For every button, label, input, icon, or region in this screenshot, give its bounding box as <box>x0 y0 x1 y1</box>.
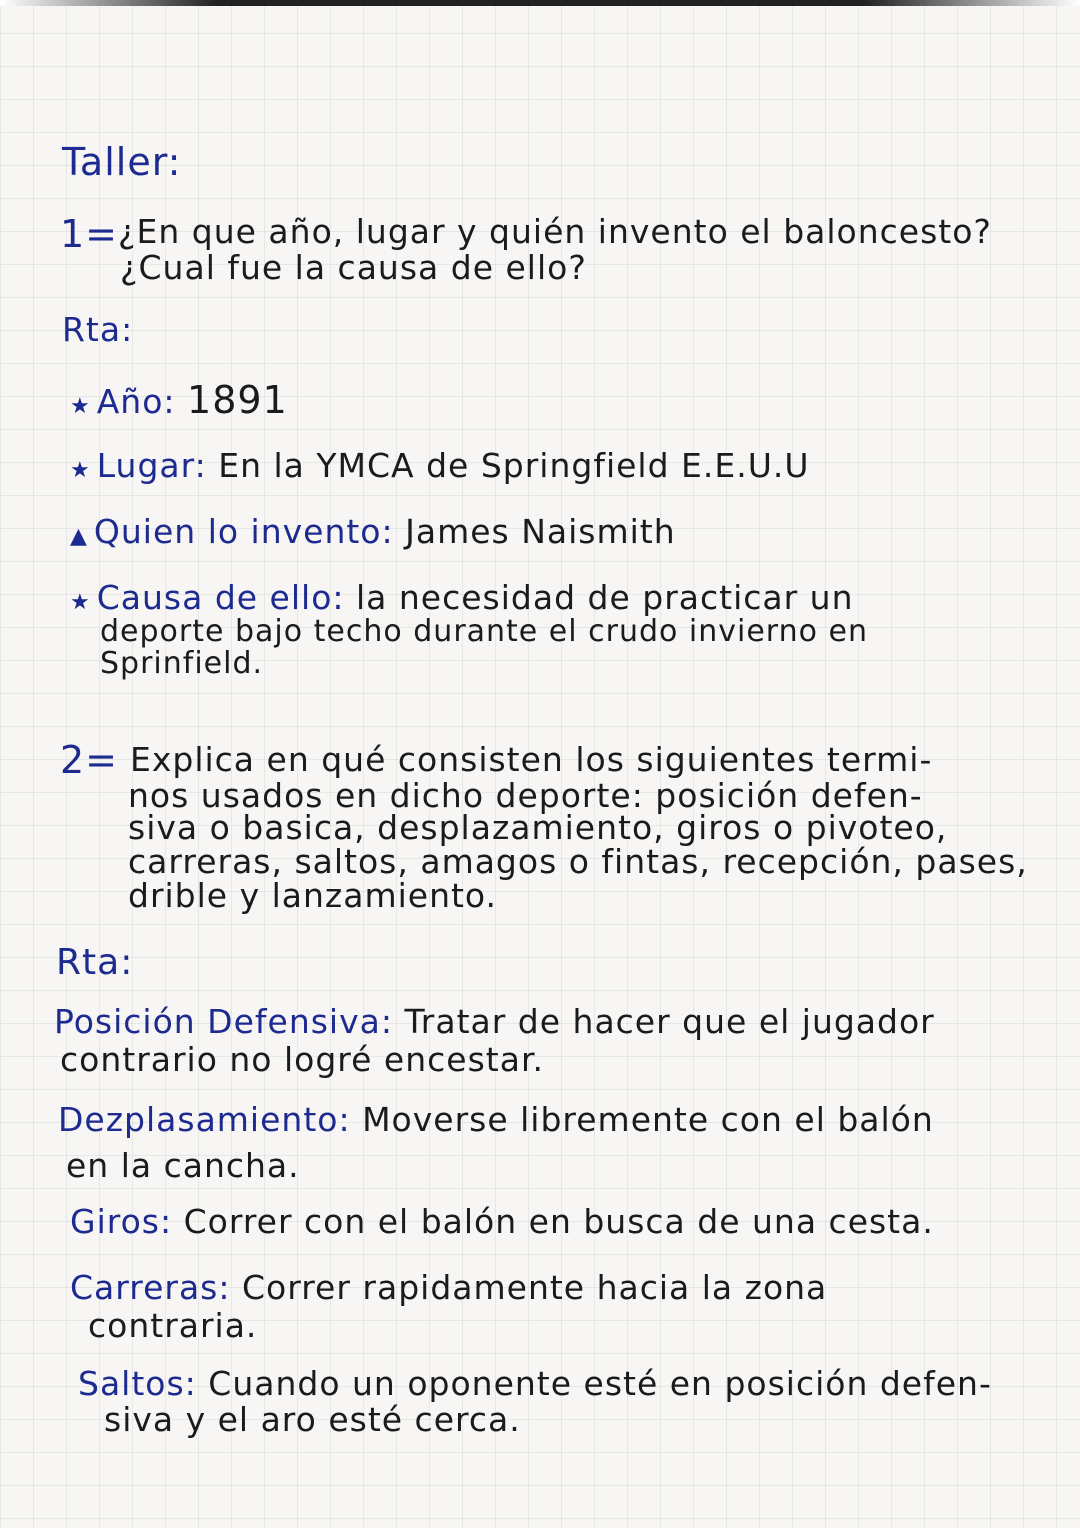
question-2-line: drible y lanzamiento. <box>128 876 498 915</box>
cause-continued: Sprinfield. <box>100 646 264 681</box>
star-bullet-icon: ★ <box>70 394 91 419</box>
term-definition: Carreras: Correr rapidamente hacia la zona <box>70 1268 828 1307</box>
question-2-line: carreras, saltos, amagos o fintas, recepción, pases, <box>128 842 1028 881</box>
question-1-line-2: ¿Cual fue la causa de ello? <box>120 248 587 287</box>
star-bullet-icon: ★ <box>70 458 91 483</box>
answer-1-item: ★ Causa de ello: la necesidad de practicar un <box>70 578 854 617</box>
page-edge <box>0 0 1080 6</box>
answer-1-item: ★ Año: 1891 <box>70 378 288 422</box>
term-definition-cont: contraria. <box>88 1306 258 1345</box>
term-definition: Dezplasamiento: Moverse libremente con el balón <box>58 1100 934 1139</box>
answer-1-item: ▲ Quien lo invento: James Naismith <box>70 512 676 551</box>
term-definition-cont: siva y el aro esté cerca. <box>104 1400 521 1439</box>
page-title: Taller: <box>62 140 182 184</box>
term-definition: Posición Defensiva: Tratar de hacer que el jugador <box>54 1002 935 1041</box>
question-2-line: siva o basica, desplazamiento, giros o pivoteo, <box>128 808 948 847</box>
question-2-line: Explica en qué consisten los siguientes termi- <box>130 740 933 779</box>
triangle-bullet-icon: ▲ <box>70 524 88 549</box>
answer-1-item: ★ Lugar: En la YMCA de Springfield E.E.U.U <box>70 446 810 485</box>
question-1-line-1: ¿En que año, lugar y quién invento el baloncesto? <box>118 212 992 251</box>
term-definition: Giros: Correr con el balón en busca de una cesta. <box>70 1202 934 1241</box>
term-definition: Saltos: Cuando un oponente esté en posición defen- <box>78 1364 992 1403</box>
term-definition-cont: en la cancha. <box>66 1146 300 1185</box>
question-2-number: 2= <box>60 738 119 782</box>
answer-1-label: Rta: <box>62 310 134 349</box>
star-bullet-icon: ★ <box>70 590 91 615</box>
question-1-number: 1= <box>60 212 119 256</box>
question-2-line: nos usados en dicho deporte: posición defen- <box>128 776 923 815</box>
term-definition-cont: contrario no logré encestar. <box>60 1040 544 1079</box>
cause-continued: deporte bajo techo durante el crudo invierno en <box>100 614 868 649</box>
answer-2-label: Rta: <box>56 942 134 983</box>
